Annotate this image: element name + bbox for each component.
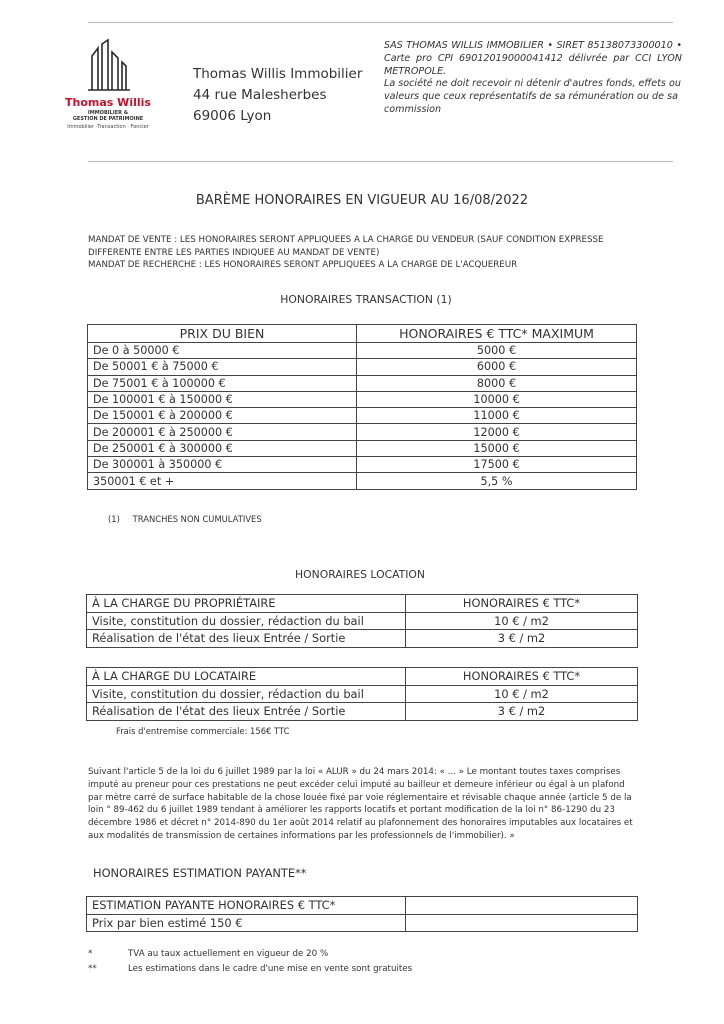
company-address (193, 64, 362, 127)
transaction-note (108, 514, 262, 524)
estimation-heading: HONORAIRES ESTIMATION PAYANTE** (93, 866, 307, 880)
column-header-honoraires: HONORAIRES € TTC* MAXIMUM (357, 325, 637, 343)
table-header-row (87, 897, 638, 915)
frais-entremise: Frais d'entremise commerciale: 156€ TTC (116, 726, 290, 736)
company-city: 69006 Lyon (193, 108, 272, 124)
table-header-row (87, 668, 638, 686)
rate-cell: 10 € / m2 (406, 612, 638, 630)
legal-funds-notice: La société ne doit recevoir ni détenir d'autres fonds, effets ou valeurs que ceux représentatifs de sa rémunération ou de sa commission (384, 78, 681, 115)
rate-cell: 3 € / m2 (406, 703, 638, 721)
note-number: (1) (108, 514, 120, 524)
service-cell: Réalisation de l'état des lieux Entrée / Sortie (87, 630, 406, 648)
logo-subtitle (58, 110, 158, 122)
legal-notice (384, 40, 682, 117)
logo-line2: GESTION DE PATRIMOINE (72, 116, 144, 122)
mandat-conditions (88, 234, 648, 272)
table-row (88, 375, 637, 391)
loi-alur-paragraph: Suivant l'article 5 de la loi du 6 juillet 1989 par la loi « ALUR » du 24 mars 2014: « ... » Le montant toutes taxes comprises imputé au preneur pour ces prestations ne peut excéder celui imputé au bailleur et demeure inférieur ou égal à un plafond par mètre carré de surface habitable de la chose louée fixé par voie réglementaire et révisable chaque année (article 5 de la loin ° 89-462 du 6 juillet 1989 tendant à améliorer les rapports locatifs et portant modification de la loi n° 86-1290 du 23 décembre 1986 et décret n° 2014-890 du 1er août 2014 relatif au plafonnement des honoraires imputables aux locataires et aux modalités de transmission de certaines informations par les professionnels de l'immobilier). » (88, 767, 633, 841)
table-row (87, 612, 638, 630)
honoraires-cell: 5,5 % (357, 473, 637, 489)
prix-cell: De 100001 € à 150000 € (88, 391, 357, 407)
company-logo (58, 38, 158, 138)
honoraires-header: HONORAIRES € TTC* (406, 668, 638, 686)
footnote-estimation (88, 964, 412, 974)
honoraires-cell: 8000 € (357, 375, 637, 391)
footnote-text: Les estimations dans le cadre d'une mise en vente sont gratuites (128, 964, 413, 974)
honoraires-cell: 6000 € (357, 359, 637, 375)
prix-cell: De 250001 € à 300000 € (88, 440, 357, 456)
transaction-heading: HONORAIRES TRANSACTION (1) (280, 293, 452, 306)
footnote-tva (88, 949, 328, 959)
prix-cell: De 150001 € à 200000 € (88, 408, 357, 424)
prix-cell: De 50001 € à 75000 € (88, 359, 357, 375)
company-street: 44 rue Malesherbes (193, 87, 327, 103)
honoraires-cell: 15000 € (357, 440, 637, 456)
table-row (88, 408, 637, 424)
prix-cell: 350001 € et + (88, 473, 357, 489)
logo-line1: IMMOBILIER & (87, 110, 129, 116)
prix-cell: De 300001 à 350000 € (88, 457, 357, 473)
mandat-recherche: MANDAT DE RECHERCHE : LES HONORAIRES SERONT APPLIQUEES A LA CHARGE DE L'ACQUEREUR (88, 260, 518, 270)
table-header-row (87, 595, 638, 613)
honoraires-cell: 11000 € (357, 408, 637, 424)
locataire-header: À LA CHARGE DU LOCATAIRE (87, 668, 406, 686)
rate-cell: 10 € / m2 (406, 685, 638, 703)
logo-tagline: Immobilier ·Transaction · Foncier (67, 124, 149, 130)
table-row (88, 343, 637, 359)
buildings-icon (58, 38, 158, 96)
company-name: Thomas Willis Immobilier (193, 66, 363, 82)
footnote-mark: * (88, 949, 93, 959)
estimation-header: ESTIMATION PAYANTE HONORAIRES € TTC* (87, 897, 406, 915)
page-title: BARÈME HONORAIRES EN VIGUEUR AU 16/08/2022 (195, 193, 529, 208)
table-row (87, 914, 638, 932)
honoraires-cell: 10000 € (357, 391, 637, 407)
table-row (87, 630, 638, 648)
header-rule (88, 161, 673, 162)
footnote-mark: ** (88, 964, 97, 974)
table-row (87, 685, 638, 703)
logo-brand: Thomas Willis (65, 96, 151, 109)
note-text: TRANCHES NON CUMULATIVES (132, 514, 262, 524)
column-header-prix: PRIX DU BIEN (88, 325, 357, 343)
proprietaire-header: À LA CHARGE DU PROPRIÉTAIRE (87, 595, 406, 613)
service-cell: Réalisation de l'état des lieux Entrée / Sortie (87, 703, 406, 721)
estimation-price-cell: Prix par bien estimé 150 € (87, 914, 406, 932)
estimation-table (86, 896, 638, 932)
table-row (88, 473, 637, 489)
table-row (88, 391, 637, 407)
top-rule (88, 22, 673, 23)
honoraires-cell: 17500 € (357, 457, 637, 473)
location-proprietaire-table (86, 594, 638, 648)
honoraires-cell: 5000 € (357, 343, 637, 359)
table-row (88, 359, 637, 375)
location-locataire-table (86, 667, 638, 721)
service-cell: Visite, constitution du dossier, rédaction du bail (87, 685, 406, 703)
rate-cell: 3 € / m2 (406, 630, 638, 648)
transaction-table (87, 324, 637, 490)
service-cell: Visite, constitution du dossier, rédaction du bail (87, 612, 406, 630)
legal-registration: SAS THOMAS WILLIS IMMOBILIER • SIRET 85138073300010 • Carte pro CPI 69012019000041412 délivrée par CCI LYON METROPOLE. (384, 40, 682, 77)
table-row (88, 424, 637, 440)
prix-cell: De 200001 € à 250000 € (88, 424, 357, 440)
empty-cell (406, 914, 638, 932)
table-row (87, 703, 638, 721)
prix-cell: De 0 à 50000 € (88, 343, 357, 359)
table-header-row (88, 325, 637, 343)
footnote-text: TVA au taux actuellement en vigueur de 20 % (128, 949, 329, 959)
empty-cell (406, 897, 638, 915)
mandat-vente: MANDAT DE VENTE : LES HONORAIRES SERONT APPLIQUEES A LA CHARGE DU VENDEUR (SAUF CONDITION EXPRESSE DIFFERENTE ENTRE LES PARTIES INDIQUEE AU MANDAT DE VENTE) (88, 235, 604, 258)
prix-cell: De 75001 € à 100000 € (88, 375, 357, 391)
honoraires-header: HONORAIRES € TTC* (406, 595, 638, 613)
table-row (88, 440, 637, 456)
table-row (88, 457, 637, 473)
honoraires-cell: 12000 € (357, 424, 637, 440)
location-heading: HONORAIRES LOCATION (295, 568, 426, 581)
